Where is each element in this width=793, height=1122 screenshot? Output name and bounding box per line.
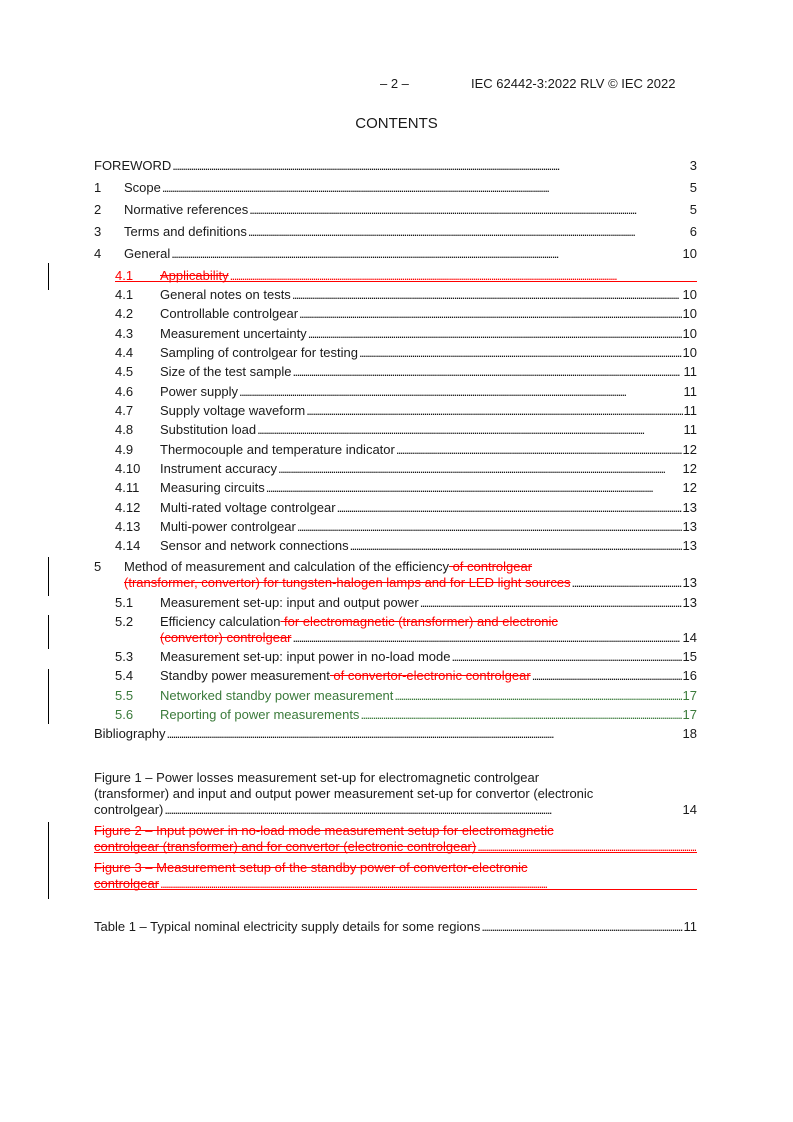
toc-entry[interactable] bbox=[115, 595, 697, 611]
toc-entry-title: Instrument accuracy bbox=[160, 461, 278, 476]
toc-entry-title: controlgear (transformer) and for convertor (electronic controlgear) bbox=[94, 839, 477, 854]
toc-entry-number: 4.14 bbox=[115, 538, 141, 553]
toc-entry-number: 4.1 bbox=[115, 287, 134, 302]
toc-entry-page: 11 bbox=[683, 364, 697, 379]
toc-entry-title: Measurement set-up: input power in no-load mode bbox=[160, 649, 451, 664]
dot-leader bbox=[359, 345, 682, 361]
toc-entry-title: FOREWORD bbox=[94, 158, 172, 173]
dot-leader bbox=[292, 287, 682, 303]
toc-entry-page: 13 bbox=[682, 575, 697, 590]
toc-entry[interactable] bbox=[94, 770, 697, 818]
toc-entry-page: 5 bbox=[689, 202, 697, 217]
toc-entry-title: Efficiency calculation bbox=[160, 614, 281, 629]
toc-entry[interactable] bbox=[115, 345, 697, 361]
toc-entry-number: 1 bbox=[94, 180, 102, 195]
toc-entry-page: 15 bbox=[682, 649, 697, 664]
toc-entry-page: 3 bbox=[689, 158, 697, 173]
toc-entry-title: Applicability bbox=[160, 268, 229, 283]
toc-entry-title: Reporting of power measurements bbox=[160, 707, 360, 722]
toc-entry[interactable] bbox=[115, 268, 697, 284]
toc-entry-title: Measurement uncertainty bbox=[160, 326, 307, 341]
toc-entry[interactable] bbox=[115, 287, 697, 303]
dot-leader bbox=[477, 839, 696, 855]
toc-entry-title: Terms and definitions bbox=[124, 224, 247, 239]
toc-entry-page: 10 bbox=[682, 326, 697, 341]
toc-entry[interactable] bbox=[94, 726, 697, 742]
dot-leader bbox=[481, 919, 682, 935]
change-bar bbox=[48, 822, 49, 899]
dot-leader bbox=[360, 707, 681, 723]
toc-entry-page: 10 bbox=[682, 306, 697, 321]
toc-entry-number: 4.6 bbox=[115, 384, 134, 399]
toc-entry-title: Bibliography bbox=[94, 726, 166, 741]
toc-entry-title: Measuring circuits bbox=[160, 480, 265, 495]
deleted-text: of convertor-electronic controlgear bbox=[329, 668, 531, 683]
change-bar bbox=[48, 669, 49, 724]
toc-entry[interactable] bbox=[115, 384, 697, 400]
toc-entry-page: 11 bbox=[683, 919, 697, 934]
dot-leader bbox=[293, 630, 682, 646]
dot-leader bbox=[171, 246, 681, 262]
toc-entry[interactable] bbox=[94, 860, 697, 892]
toc-entry-number: 4.5 bbox=[115, 364, 134, 379]
dot-leader bbox=[394, 688, 681, 704]
toc-entry-number: 4.2 bbox=[115, 306, 134, 321]
toc-entry-title: Power supply bbox=[160, 384, 239, 399]
toc-entry-number: 5.1 bbox=[115, 595, 134, 610]
toc-entry-number: 4.3 bbox=[115, 326, 134, 341]
deleted-text: (convertor) controlgear bbox=[160, 630, 292, 645]
toc-entry-page: 6 bbox=[689, 224, 697, 239]
toc-entry-title: Size of the test sample bbox=[160, 364, 292, 379]
dot-leader bbox=[452, 649, 682, 665]
toc-entry-page: 13 bbox=[682, 519, 697, 534]
toc-entry-number: 4 bbox=[94, 246, 102, 261]
dot-leader bbox=[572, 575, 682, 591]
toc-entry-page: 12 bbox=[682, 480, 697, 495]
toc-entry-title: Scope bbox=[124, 180, 161, 195]
toc-entry-title: Sampling of controlgear for testing bbox=[160, 345, 358, 360]
toc-entry-page: 10 bbox=[682, 287, 697, 302]
toc-entry-number: 5.4 bbox=[115, 668, 134, 683]
toc-entry[interactable] bbox=[115, 519, 697, 535]
page-number: – 2 – bbox=[380, 76, 409, 91]
toc-entry[interactable] bbox=[115, 364, 697, 380]
toc-entry[interactable] bbox=[115, 649, 697, 665]
dot-leader bbox=[239, 384, 682, 400]
dot-leader bbox=[532, 668, 682, 684]
toc-entry-title: Sensor and network connections bbox=[160, 538, 349, 553]
toc-entry-page: 11 bbox=[683, 422, 697, 437]
toc-entry-page: 18 bbox=[682, 726, 697, 741]
toc-entry[interactable] bbox=[115, 614, 697, 646]
deleted-text: (transformer, convertor) for tungsten-halogen lamps and for LED light sources bbox=[124, 575, 571, 590]
change-bar bbox=[48, 615, 49, 649]
standard-reference: IEC 62442-3:2022 RLV © IEC 2022 bbox=[471, 76, 676, 91]
toc-entry[interactable] bbox=[94, 180, 697, 196]
toc-entry-page: 17 bbox=[682, 707, 697, 722]
deleted-text: for electromagnetic (transformer) and electronic bbox=[280, 614, 558, 629]
toc-entry-title: Table 1 – Typical nominal electricity supply details for some regions bbox=[94, 919, 481, 934]
toc-entry[interactable] bbox=[94, 919, 697, 935]
dot-leader bbox=[306, 403, 682, 419]
toc-entry[interactable] bbox=[115, 707, 697, 723]
toc-entry-title: controlgear) bbox=[94, 802, 164, 817]
toc-entry-number: 4.13 bbox=[115, 519, 141, 534]
dot-leader bbox=[162, 180, 689, 196]
change-bar bbox=[48, 557, 49, 596]
toc-entry-number: 2 bbox=[94, 202, 102, 217]
toc-entry-title: Supply voltage waveform bbox=[160, 403, 306, 418]
toc-entry[interactable] bbox=[115, 306, 697, 322]
toc-entry[interactable] bbox=[115, 422, 697, 438]
dot-leader bbox=[299, 306, 682, 322]
toc-entry-title: Method of measurement and calculation of the efficiency bbox=[124, 559, 449, 574]
dot-leader bbox=[420, 595, 682, 611]
toc-entry-number: 4.7 bbox=[115, 403, 134, 418]
toc-entry-title: Figure 2 – Input power in no-load mode measurement setup for electromagnetic bbox=[94, 823, 554, 838]
toc-entry-title: Normative references bbox=[124, 202, 249, 217]
dot-leader bbox=[167, 726, 682, 742]
dot-leader bbox=[172, 158, 688, 174]
toc-entry[interactable] bbox=[94, 559, 697, 591]
dot-leader bbox=[337, 500, 682, 516]
toc-entry-title: Standby power measurement bbox=[160, 668, 330, 683]
toc-entry-page: 17 bbox=[682, 688, 697, 703]
toc-entry[interactable] bbox=[115, 500, 697, 516]
toc-entry-title: Controllable controlgear bbox=[160, 306, 299, 321]
toc-entry[interactable] bbox=[115, 480, 697, 496]
toc-entry-number: 4.9 bbox=[115, 442, 134, 457]
dot-leader bbox=[350, 538, 682, 554]
toc-entry-title: (transformer) and input and output power measurement set-up for convertor (electronic bbox=[94, 786, 594, 801]
toc-entry-number: 4.1 bbox=[115, 268, 134, 283]
toc-entry-title: controlgear bbox=[94, 876, 160, 891]
toc-entry-number: 4.10 bbox=[115, 461, 141, 476]
toc-entry-page: 16 bbox=[682, 668, 697, 683]
toc-entry-page: 13 bbox=[682, 538, 697, 553]
toc-entry[interactable] bbox=[115, 403, 697, 419]
dot-leader bbox=[248, 224, 689, 240]
dot-leader bbox=[293, 364, 683, 380]
toc-entry-number: 3 bbox=[94, 224, 102, 239]
dot-leader bbox=[249, 202, 688, 218]
toc-entry-number: 5.2 bbox=[115, 614, 134, 629]
toc-entry[interactable] bbox=[115, 442, 697, 458]
toc-entry-page: 12 bbox=[682, 461, 697, 476]
toc-entry-page: 10 bbox=[682, 246, 697, 261]
toc-entry-number: 4.12 bbox=[115, 500, 141, 515]
toc-entry-title: Multi-power controlgear bbox=[160, 519, 296, 534]
dot-leader bbox=[396, 442, 682, 458]
toc-entry[interactable] bbox=[115, 326, 697, 342]
change-bar bbox=[48, 263, 49, 290]
toc-entry[interactable] bbox=[115, 688, 697, 704]
toc-entry-page: 13 bbox=[682, 595, 697, 610]
toc-entry-number: 5.6 bbox=[115, 707, 134, 722]
dot-leader bbox=[278, 461, 681, 477]
toc-entry-page: 14 bbox=[682, 802, 697, 817]
toc-entry-number: 4.8 bbox=[115, 422, 134, 437]
dot-leader bbox=[308, 326, 682, 342]
toc-entry[interactable] bbox=[94, 246, 697, 262]
toc-entry-title: General notes on tests bbox=[160, 287, 291, 302]
toc-entry-page: 14 bbox=[682, 630, 697, 645]
toc-entry[interactable] bbox=[94, 823, 697, 855]
toc-entry-page: 5 bbox=[689, 180, 697, 195]
toc-entry-title: General bbox=[124, 246, 171, 261]
toc-entry-page: 11 bbox=[683, 403, 697, 418]
page-title: CONTENTS bbox=[355, 115, 438, 132]
toc-entry-number: 5.3 bbox=[115, 649, 134, 664]
toc-entry-number: 4.11 bbox=[115, 480, 140, 495]
toc-entry-title: Thermocouple and temperature indicator bbox=[160, 442, 395, 457]
toc-entry-page: 10 bbox=[682, 345, 697, 360]
toc-entry-page: 11 bbox=[683, 384, 697, 399]
dot-leader bbox=[164, 802, 681, 818]
dot-leader bbox=[230, 268, 696, 284]
toc-entry-title: Figure 3 – Measurement setup of the standby power of convertor-electronic bbox=[94, 860, 528, 875]
toc-entry-title: Multi-rated voltage controlgear bbox=[160, 500, 336, 515]
toc-entry-number: 5.5 bbox=[115, 688, 134, 703]
toc-entry-title: Measurement set-up: input and output power bbox=[160, 595, 419, 610]
toc-entry-title: Substitution load bbox=[160, 422, 257, 437]
toc-entry-page: 12 bbox=[682, 442, 697, 457]
toc-entry[interactable] bbox=[115, 668, 697, 684]
dot-leader bbox=[297, 519, 682, 535]
toc-entry[interactable] bbox=[94, 202, 697, 218]
toc-entry-title: Figure 1 – Power losses measurement set-up for electromagnetic controlgear bbox=[94, 770, 540, 785]
dot-leader bbox=[257, 422, 682, 438]
toc-entry-number: 4.4 bbox=[115, 345, 134, 360]
toc-entry[interactable] bbox=[115, 538, 697, 554]
dot-leader bbox=[160, 876, 696, 892]
toc-entry-page: 13 bbox=[682, 500, 697, 515]
toc-entry-number: 5 bbox=[94, 559, 102, 574]
toc-entry-title: Networked standby power measurement bbox=[160, 688, 394, 703]
toc-entry[interactable] bbox=[94, 158, 697, 174]
deleted-text: of controlgear bbox=[448, 559, 533, 574]
toc-entry[interactable] bbox=[94, 224, 697, 240]
toc-entry[interactable] bbox=[115, 461, 697, 477]
dot-leader bbox=[266, 480, 682, 496]
